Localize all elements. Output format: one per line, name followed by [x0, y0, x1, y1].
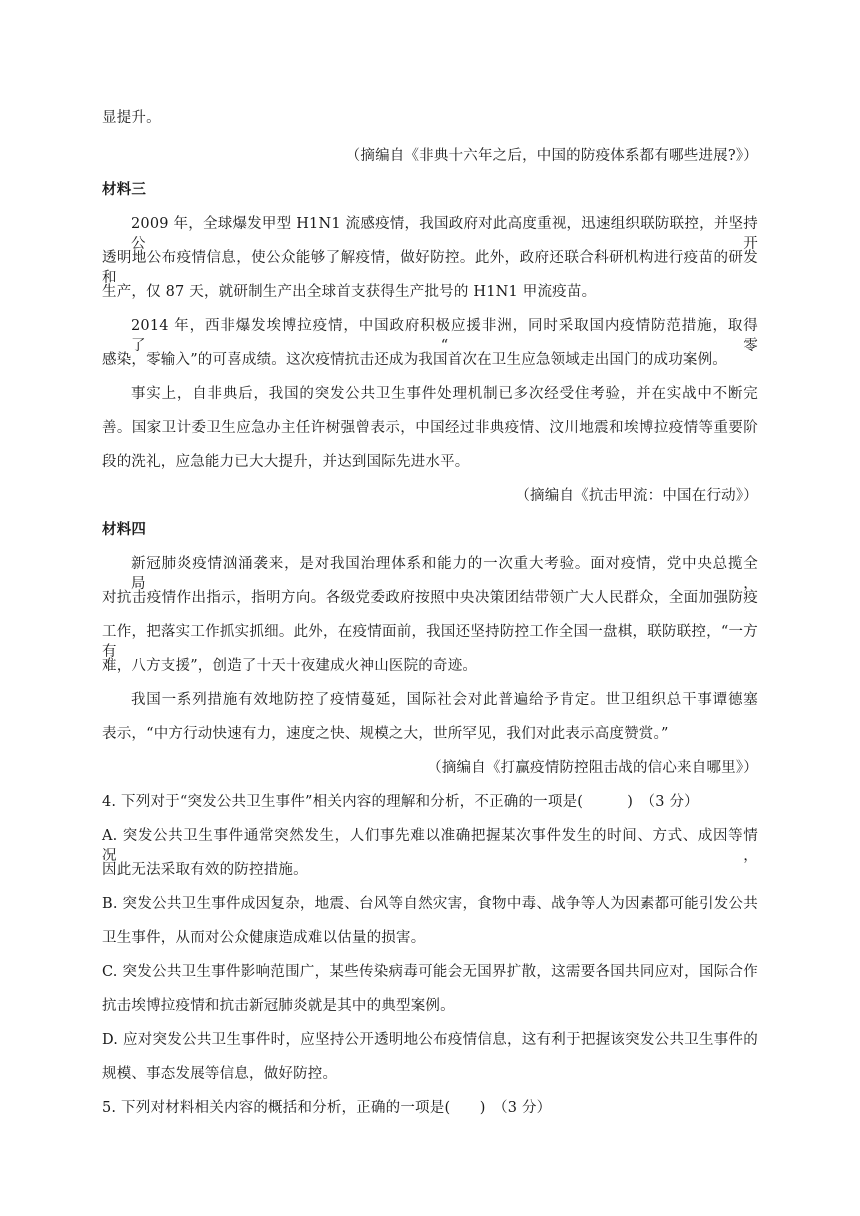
- section-heading: 材料三: [102, 181, 147, 198]
- source-citation: （摘编自《非典十六年之后，中国的防疫体系都有哪些进展?》）: [345, 148, 758, 164]
- paragraph-line: 我国一系列措施有效地防控了疫情蔓延，国际社会对此普遍给予肯定。世卫组织总干事谭德塞: [131, 692, 758, 708]
- option-b: B. 突发公共卫生事件成因复杂，地震、台风等自然灾害，食物中毒、战争等人为因素都可能引发公共: [102, 896, 758, 912]
- paragraph-line: 表示，“中方行动快速有力，速度之快、规模之大，世所罕见，我们对此表示高度赞赏。”: [102, 726, 669, 742]
- option-b-cont: 卫生事件，从而对公众健康造成难以估量的损害。: [102, 930, 426, 946]
- question-stem: 4. 下列对于“突发公共卫生事件”相关内容的理解和分析，不正确的一项是( ) （3 分）: [102, 794, 699, 810]
- paragraph-line: 对抗击疫情作出指示，指明方向。各级党委政府按照中央决策团结带领广大人民群众，全面加强防疫: [102, 590, 758, 606]
- paragraph-line: 2009 年，全球爆发甲型 H1N1 流感疫情，我国政府对此高度重视，迅速组织联防联控，并坚持公开: [131, 216, 758, 252]
- section-heading: 材料四: [102, 521, 147, 538]
- paragraph-line: 感染，零输入”的可喜成绩。这次疫情抗击还成为我国首次在卫生应急领域走出国门的成功案例。: [102, 352, 728, 368]
- paragraph-line: 工作，把落实工作抓实抓细。此外，在疫情面前，我国还坚持防控工作全国一盘棋，联防联控，“一方有: [102, 624, 758, 660]
- option-d-cont: 规模、事态发展等信息，做好防控。: [102, 1066, 338, 1082]
- option-c-cont: 抗击埃博拉疫情和抗击新冠肺炎就是其中的典型案例。: [102, 998, 455, 1014]
- paragraph-line: 善。国家卫计委卫生应急办主任许树强曾表示，中国经过非典疫情、汶川地震和埃博拉疫情等重要阶: [102, 420, 758, 436]
- paragraph-line: 生产，仅 87 天，就研制生产出全球首支获得生产批号的 H1N1 甲流疫苗。: [102, 284, 597, 300]
- paragraph-line: 事实上，自非典后，我国的突发公共卫生事件处理机制已多次经受住考验，并在实战中不断完: [131, 386, 758, 402]
- option-a: A. 突发公共卫生事件通常突然发生，人们事先难以准确把握某次事件发生的时间、方式、成因等情况，: [102, 828, 758, 864]
- option-c: C. 突发公共卫生事件影响范围广，某些传染病毒可能会无国界扩散，这需要各国共同应对，国际合作: [102, 964, 758, 980]
- paragraph-line: 段的洗礼，应急能力已大大提升，并达到国际先进水平。: [102, 454, 470, 470]
- paragraph-line: 透明地公布疫情信息，使公众能够了解疫情，做好防控。此外，政府还联合科研机构进行疫苗的研发和: [102, 250, 758, 286]
- option-d: D. 应对突发公共卫生事件时，应坚持公开透明地公布疫情信息，这有利于把握该突发公共卫生事件的: [102, 1032, 758, 1048]
- source-citation: （摘编自《打赢疫情防控阻击战的信心来自哪里》）: [427, 760, 758, 776]
- paragraph-line: 显提升。: [102, 110, 161, 126]
- source-citation: （摘编自《抗击甲流：中国在行动》）: [515, 488, 758, 504]
- paragraph-line: 难，八方支援”，创造了十天十夜建成火神山医院的奇迹。: [102, 658, 478, 674]
- paragraph-line: 新冠肺炎疫情汹涌袭来，是对我国治理体系和能力的一次重大考验。面对疫情，党中央总揽全局，: [131, 556, 758, 592]
- paragraph-line: 2014 年，西非爆发埃博拉疫情，中国政府积极应援非洲，同时采取国内疫情防范措施，取得了“零: [131, 318, 758, 354]
- question-stem: 5. 下列对材料相关内容的概括和分析，正确的一项是( ) （3 分）: [102, 1100, 552, 1116]
- option-a-cont: 因此无法采取有效的防控措施。: [102, 862, 308, 878]
